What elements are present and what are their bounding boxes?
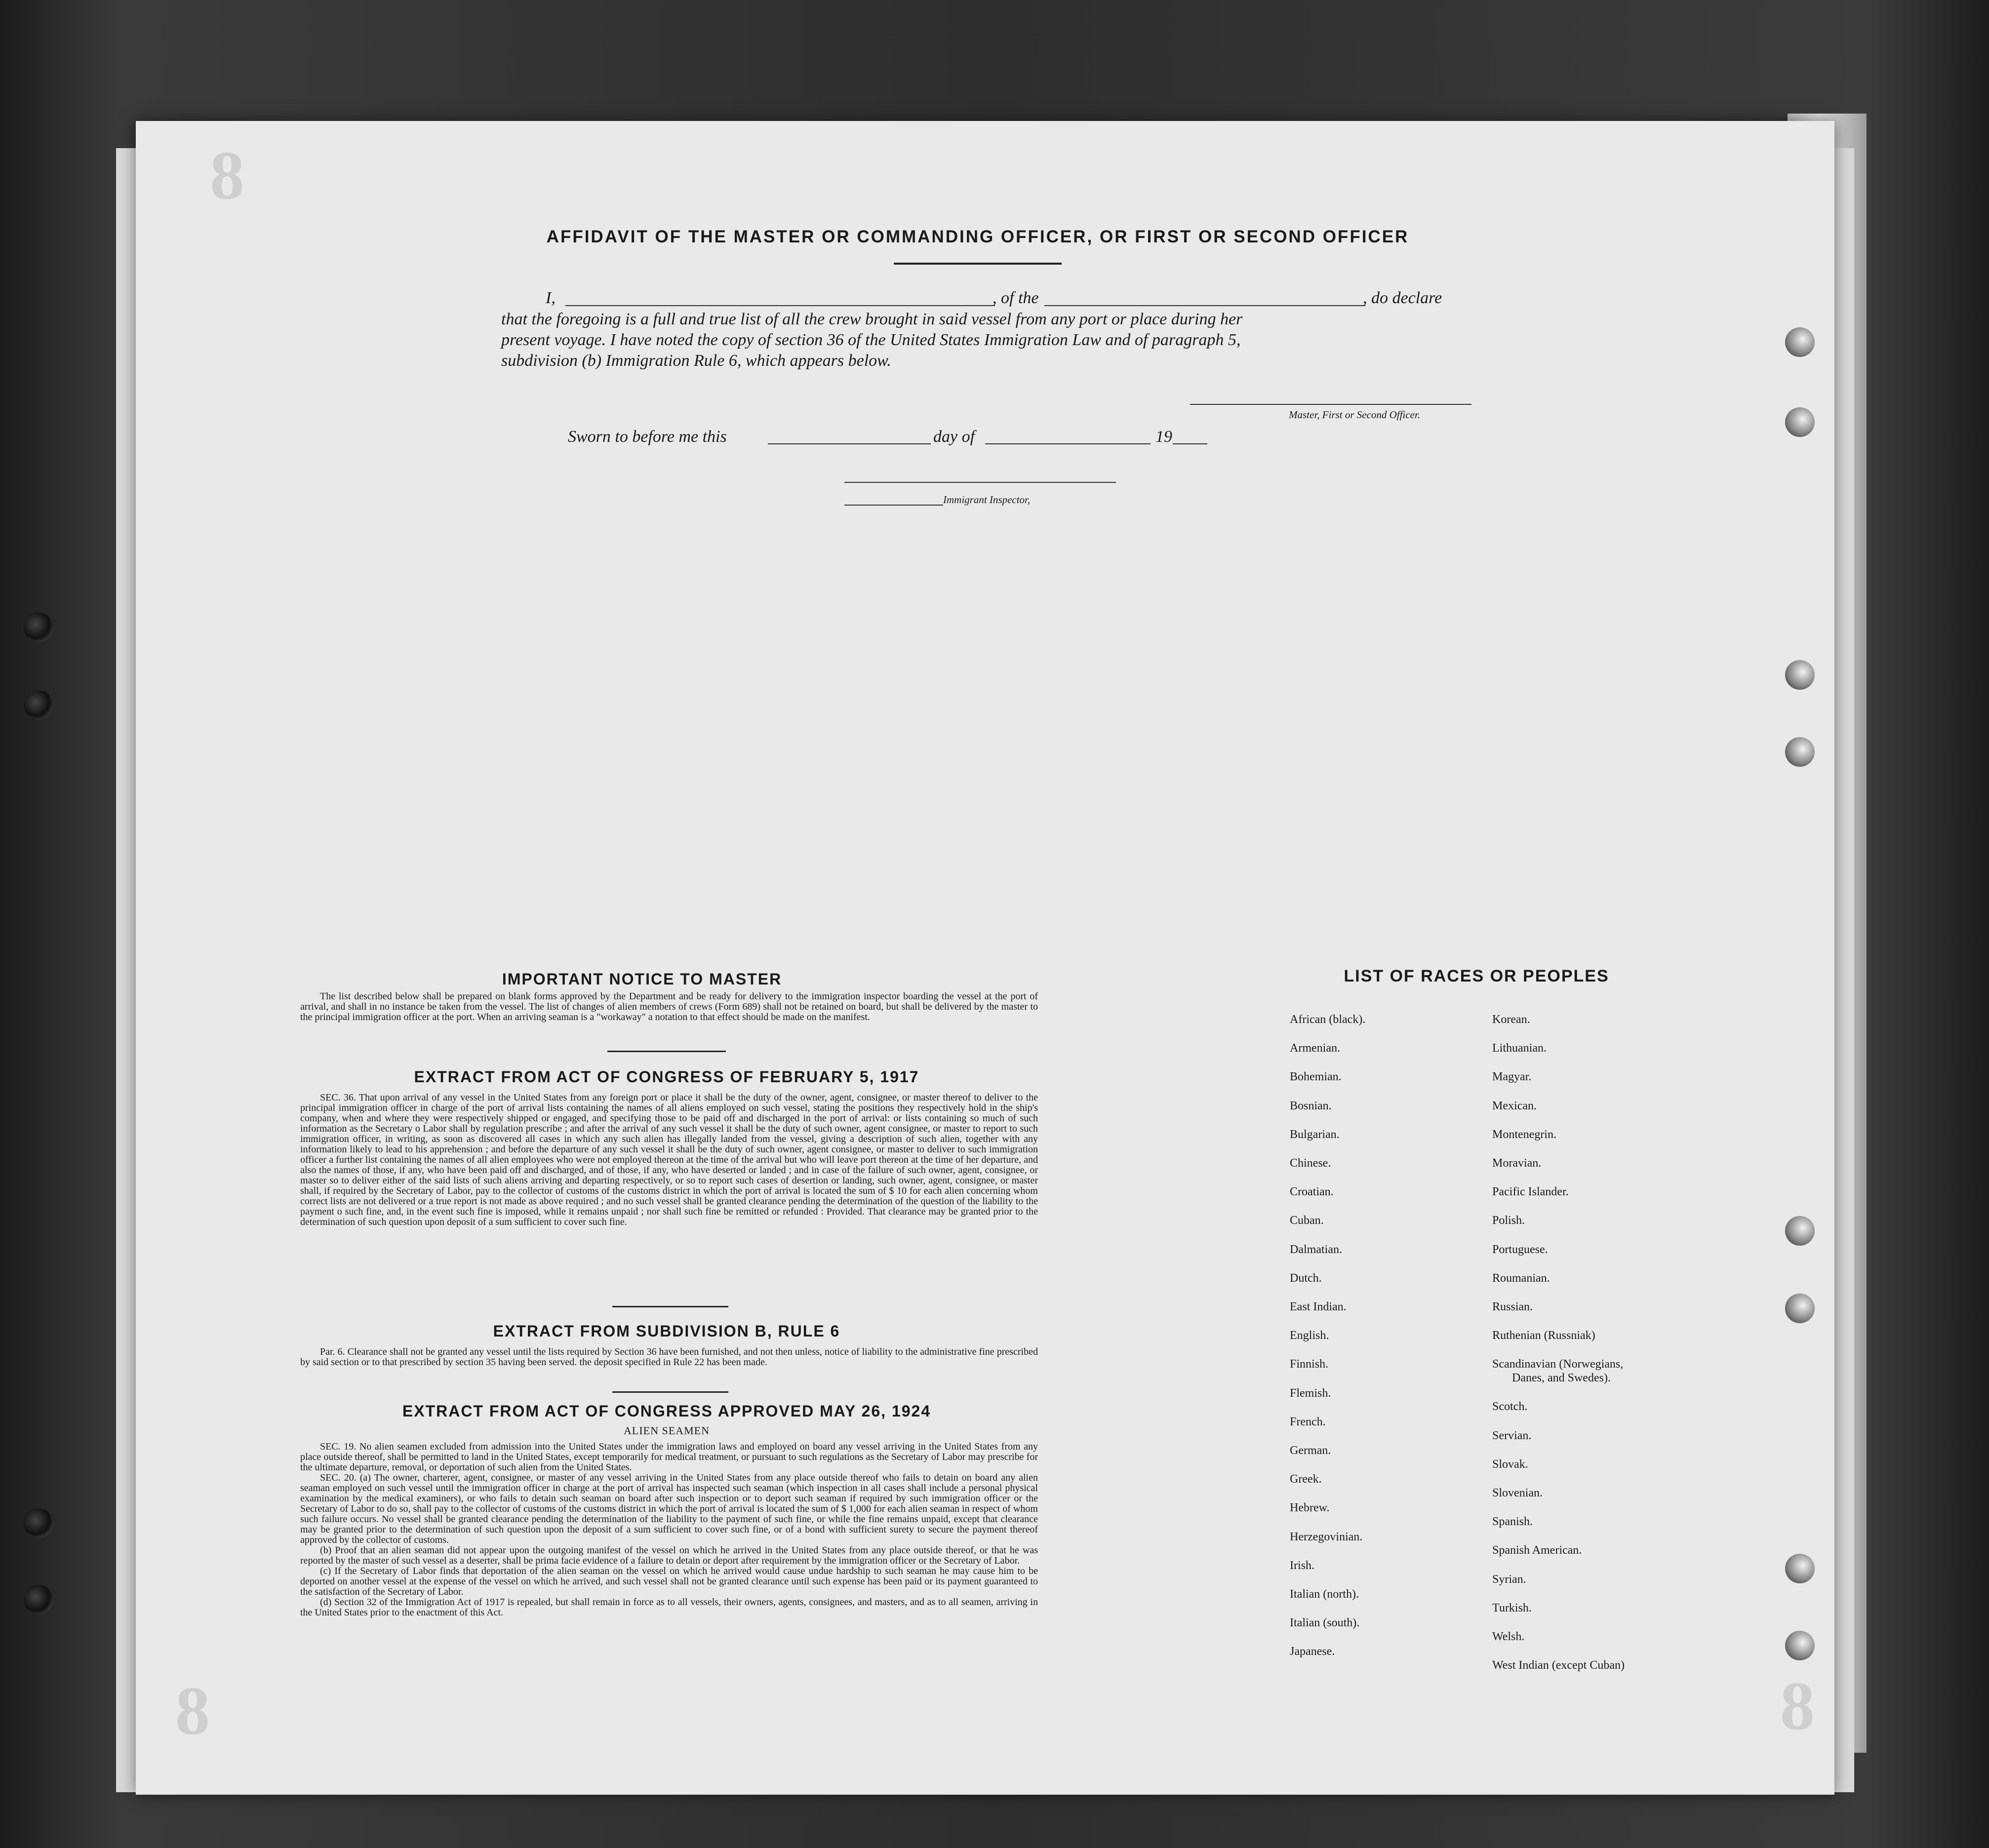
page-number-bottom-right: 8 (1780, 1668, 1815, 1744)
race-item: Bulgarian. (1290, 1128, 1340, 1141)
race-item: Korean. (1492, 1013, 1530, 1026)
race-item: Slovak. (1492, 1457, 1528, 1471)
page-number-top-left: 8 (210, 137, 244, 214)
binder-hole-icon (1785, 737, 1815, 767)
races-title: LIST OF RACES OR PEOPLES (1344, 967, 1609, 985)
race-item: Spanish American. (1492, 1544, 1582, 1557)
race-item: East Indian. (1290, 1300, 1347, 1313)
master-signature-line (1190, 404, 1472, 405)
notice-title: IMPORTANT NOTICE TO MASTER (502, 970, 782, 988)
affidavit-declare: , do declare (1363, 289, 1442, 307)
race-item: Welsh. (1492, 1630, 1525, 1643)
race-item: English. (1290, 1329, 1329, 1342)
race-item: Japanese. (1290, 1645, 1335, 1658)
extract-1924-title: EXTRACT FROM ACT OF CONGRESS APPROVED MAY 26, 1924 (402, 1402, 931, 1420)
year-blank (1173, 443, 1207, 444)
race-item: Turkish. (1492, 1601, 1532, 1614)
extract-1917-title: EXTRACT FROM ACT OF CONGRESS OF FEBRUARY 5, 1917 (414, 1068, 919, 1086)
binder-hole-icon (1785, 327, 1815, 357)
binder-hole-icon (1785, 660, 1815, 690)
binder-hole-icon (1785, 1631, 1815, 1660)
section-20a-paragraph: SEC. 20. (a) The owner, charterer, agent, consignee, or master of any vessel arriving in the United States from any place outside thereof who fails to detain on board any alien seaman employed on such vessel until the immigration officer in charge at the port of arrival has inspected such seaman (which inspection in all cases shall include a personal physical examination by the medical examiners), or who fails to detain such seaman on board after such inspection or to deport such seaman if required by such immigration officer or the Secretary of Labor to do so, shall pay to the collector of customs of the customs district in which the port of arrival is located the sum of $ 1,000 for each alien seaman in respect of whom such failure occurs. No vessel shall be granted clearance pending the determination of the liability to the payment of such fine, or while the fine remains unpaid, except that clearance may be granted prior to the determination of such question upon the deposit of a sum sufficient to cover such fine, or of a bond with sufficient surety to secure the payment thereof approved by the collector of customs. (300, 1472, 1038, 1545)
affidavit-title: AFFIDAVIT OF THE MASTER OR COMMANDING OFFICER, OR FIRST OR SECOND OFFICER (546, 227, 1409, 246)
binder-hole-icon (24, 1508, 53, 1538)
notice-paragraph: The list described below shall be prepared on blank forms approved by the Department and be ready for delivery to the immigration inspector boarding the vessel at the port of arrival, and shall in no instance be taken from the vessel. The list of changes of alien members of crews (Form 689) shall not be retained on board, but shall be delivered by the master to the principal immigration officer at the port. When an arriving seaman is a "workaway" a notation to that effect should be made on the manifest. (300, 991, 1038, 1022)
race-item: Polish. (1492, 1214, 1525, 1227)
race-item: Portuguese. (1492, 1243, 1548, 1256)
inspector-signature-line-2 (844, 505, 943, 506)
race-item: Russian. (1492, 1300, 1533, 1313)
binder-hole-icon (1785, 1216, 1815, 1246)
extract-1924-body (300, 1442, 1038, 1618)
binder-hole-icon (24, 690, 53, 720)
binder-hole-icon (1785, 1554, 1815, 1583)
race-item: Greek. (1290, 1473, 1322, 1486)
year-text: 19 (1155, 428, 1172, 446)
affidavit-i: I, (546, 289, 556, 307)
race-item: Croatian. (1290, 1185, 1334, 1199)
race-item: Dalmatian. (1290, 1243, 1342, 1256)
sworn-day-blank (768, 443, 931, 444)
section-19-paragraph: SEC. 19. No alien seamen excluded from admission into the United States under the immigration laws and employed on board any vessel arriving in the United States from any place outside thereof, shall be permitted to land in the United States, except temporarily for medical treatment, or pursuant to such regulations as the Secretary of Labor may prescribe for the ultimate departure, removal, or deportation of such alien from the United States. (300, 1441, 1038, 1473)
binder-hole-icon (24, 612, 53, 642)
notice-rule (607, 1051, 726, 1052)
race-item: Italian (north). (1290, 1588, 1359, 1601)
affidavit-line-2: that the foregoing is a full and true list of all the crew brought in said vessel from any port or place during her (501, 310, 1243, 328)
race-item: Montenegrin. (1492, 1128, 1556, 1141)
race-item: Irish. (1290, 1559, 1314, 1572)
race-item: Scotch. (1492, 1400, 1528, 1414)
race-item: Italian (south). (1290, 1616, 1360, 1630)
extract-1917-body (300, 1093, 1038, 1227)
binder-hole-icon (1785, 1294, 1815, 1323)
race-item: Herzegovinian. (1290, 1530, 1363, 1543)
race-item: Servian. (1492, 1429, 1532, 1442)
race-item: German. (1290, 1444, 1331, 1457)
race-item: Bohemian. (1290, 1070, 1342, 1084)
race-item: Armenian. (1290, 1042, 1340, 1055)
race-item: Bosnian. (1290, 1099, 1332, 1112)
affidavit-line-4: subdivision (b) Immigration Rule 6, which appears below. (501, 352, 891, 370)
inspector-label: Immigrant Inspector, (943, 494, 1031, 506)
month-blank (985, 443, 1151, 444)
race-item: Chinese. (1290, 1157, 1331, 1170)
section-20d-paragraph: (d) Section 32 of the Immigration Act of 1917 is repealed, but shall remain in force as to all vessels, their owners, agents, consignees, and masters, and as to all seamen, arriving in the United States prior to the enactment of this Act. (300, 1597, 1038, 1618)
race-item: African (black). (1290, 1013, 1366, 1026)
binder-hole-icon (1785, 407, 1815, 437)
race-item: Slovenian. (1492, 1487, 1543, 1499)
master-label: Master, First or Second Officer. (1289, 409, 1420, 421)
page-number-bottom-left: 8 (175, 1673, 210, 1749)
rule6-title: EXTRACT FROM SUBDIVISION B, RULE 6 (493, 1322, 840, 1340)
section-36-paragraph: SEC. 36. That upon arrival of any vessel in the United States from any foreign port or place it shall be the duty of the owner, agent, consignee, or master thereof to deliver to the principal immigration officer in charge of the port of arrival lists containing the names of all aliens employed on such vessel, stating the positions they respectively hold in the ship's company, when and where they were respectively shipped or engaged, and specifying those to be paid off and discharged in the port of arrival: or lists containing so much of such information as the Secretary o Labor shall by regulation prescribe ; and after the arrival of any such vessel it shall be the duty of such owner, agent consignee, or master to report to such immigration officer, in writing, as soon as discovered all cases in which any such alien has illegally landed from the vessel, giving a description of such alien, together with any information likely to lead to his apprehension ; and before the departure of any such vessel it shall be the duty of such owner, agent consignee, or master to deliver to such immigration officer a further list containing the names of all alien employees who were not employed thereon at the time of the arrival but who will leave port thereon at the time of her departure, and also the names of those, if any, who have been paid off and discharged, and of those, if any, who have deserted or landed ; and in case of the failure of such owner, agent, consignee, or master so to deliver either of the said lists of such aliens arriving and departing respectively, or so to report such cases of desertion or landing, such owner, agent, consignee, or master shall, if required by the Secretary of Labor, pay to the collector of customs of the customs district in which the port of arrival is located the sum of $ 10 for each alien concerning whom correct lists are not delivered or a true report is not made as above required ; and no such vessel shall be granted clearance pending the determination of the question of the liability to the payment o such fine, and, in the event such fine is imposed, while it remains unpaid ; nor shall such fine be remitted or refunded : Provided. That clearance may be granted prior to the determination of such question upon deposit of a sum sufficient to cover such fine. (300, 1092, 1038, 1227)
race-item: Lithuanian. (1492, 1042, 1547, 1055)
race-item: Roumanian. (1492, 1271, 1550, 1285)
affidavit-line-3: present voyage. I have noted the copy of section 36 of the United States Immigration Law and of paragraph 5, (501, 331, 1241, 349)
section-20b-paragraph: (b) Proof that an alien seaman did not appear upon the outgoing manifest of the vessel on which he arrived in the United States from any place outside thereof, or that he was reported by the master of such vessel as a deserter, shall be prima facie evidence of a failure to detain or deport after requirement by the immigration officer or the Secretary of Labor. (300, 1545, 1038, 1566)
race-item: Syrian. (1492, 1573, 1526, 1586)
extract-1917-rule (612, 1306, 728, 1307)
sworn-text: Sworn to before me this (568, 428, 727, 446)
name-blank-line (565, 305, 995, 306)
race-item: Dutch. (1290, 1271, 1322, 1285)
extract-1924-subtitle: ALIEN SEAMEN (624, 1424, 710, 1437)
inspector-signature-line (844, 482, 1116, 483)
race-item: Scandinavian (Norwegians, (1492, 1358, 1624, 1371)
title-rule (894, 263, 1062, 265)
day-of-text: day of (933, 428, 975, 446)
vessel-blank-line (1044, 305, 1365, 306)
race-item: Pacific Islander. (1492, 1185, 1569, 1199)
race-item: French. (1290, 1415, 1326, 1428)
rule6-body (300, 1347, 1038, 1368)
binder-hole-icon (24, 1585, 53, 1614)
race-item: Spanish. (1492, 1515, 1533, 1529)
race-item: Danes, and Swedes). (1512, 1372, 1611, 1385)
race-item: Magyar. (1492, 1070, 1532, 1084)
race-item: Cuban. (1290, 1214, 1324, 1227)
race-item: Ruthenian (Russniak) (1492, 1329, 1595, 1342)
rule6-rule (612, 1391, 728, 1393)
rule6-paragraph: Par. 6. Clearance shall not be granted any vessel until the lists required by Section 36 have been furnished, and not then unless, notice of liability to the administrative fine prescribed by said section or to that prescribed by section 35 having been served. the deposit specified in Rule 22 has been made. (300, 1346, 1038, 1368)
race-item: Hebrew. (1290, 1501, 1330, 1515)
race-item: Mexican. (1492, 1099, 1537, 1112)
race-item: West Indian (except Cuban) (1492, 1659, 1625, 1672)
race-item: Moravian. (1492, 1157, 1542, 1170)
race-item: Finnish. (1290, 1358, 1329, 1371)
section-20c-paragraph: (c) If the Secretary of Labor finds that deportation of the alien seaman on the vessel on which he arrived would cause undue hardship to such seaman he may cause him to be deported on another vessel at the expense of the vessel on which he arrived, and such vessel shall not be granted clearance until such expense has been paid or its payment guaranteed to the satisfaction of the Secretary of Labor. (300, 1566, 1038, 1597)
notice-body (300, 991, 1038, 1022)
affidavit-of-the: , of the (993, 289, 1039, 307)
race-item: Flemish. (1290, 1386, 1331, 1400)
